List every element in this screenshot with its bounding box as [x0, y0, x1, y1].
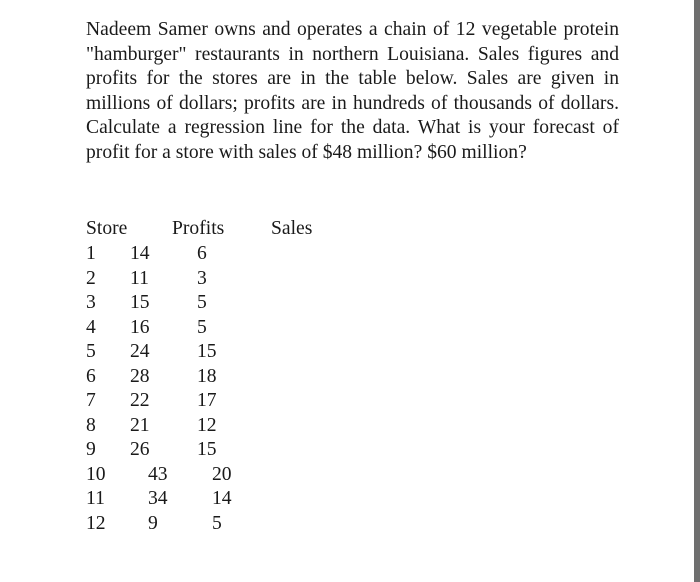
- value-cell: 11: [130, 267, 149, 289]
- value-cell: 3: [197, 267, 207, 289]
- value-cell: 5: [212, 512, 222, 534]
- store-cell: 2: [86, 267, 96, 289]
- value-cell: 9: [148, 512, 158, 534]
- store-cell: 8: [86, 414, 96, 436]
- value-cell: 22: [130, 390, 150, 411]
- value-cell: 17: [197, 390, 217, 411]
- value-cell: 21: [130, 414, 150, 436]
- header-profits: Profits: [172, 218, 225, 239]
- value-cell: 5: [197, 316, 207, 338]
- store-cell: 7: [86, 390, 96, 411]
- store-cell: 6: [86, 365, 96, 387]
- store-cell: 12: [86, 512, 106, 534]
- problem-text: Nadeem Samer owns and operates a chain of 12 vegetable protein "hamburger" restaurants in northern Louisiana. Sales figures and profits for the stores are in the table below. Sales are given in millions of dollars; profits are in hundreds of thousands of dollars. Calculate a regression line for the data. What is your forecast of profit for a store with sales of $48 million? $60 million?: [86, 19, 619, 163]
- value-cell: 5: [197, 292, 207, 313]
- store-cell: 5: [86, 341, 96, 362]
- value-cell: 15: [197, 341, 217, 362]
- header-store: Store: [86, 218, 128, 239]
- value-cell: 28: [130, 365, 150, 387]
- value-cell: 18: [197, 365, 217, 387]
- value-cell: 20: [212, 463, 232, 485]
- value-cell: 15: [197, 439, 217, 460]
- store-cell: 3: [86, 292, 96, 313]
- store-cell: 9: [86, 439, 96, 460]
- value-cell: 6: [197, 243, 207, 264]
- value-cell: 15: [130, 292, 150, 313]
- value-cell: 12: [197, 414, 217, 436]
- store-cell: 4: [86, 316, 96, 338]
- value-cell: 34: [148, 488, 168, 509]
- value-cell: 43: [148, 463, 168, 485]
- store-cell: 1: [86, 243, 96, 264]
- value-cell: 14: [130, 243, 150, 264]
- header-sales: Sales: [271, 218, 313, 239]
- store-cell: 10: [86, 463, 106, 485]
- value-cell: 14: [212, 488, 232, 509]
- value-cell: 26: [130, 439, 150, 460]
- store-cell: 11: [86, 488, 105, 509]
- value-cell: 16: [130, 316, 150, 338]
- value-cell: 24: [130, 341, 150, 362]
